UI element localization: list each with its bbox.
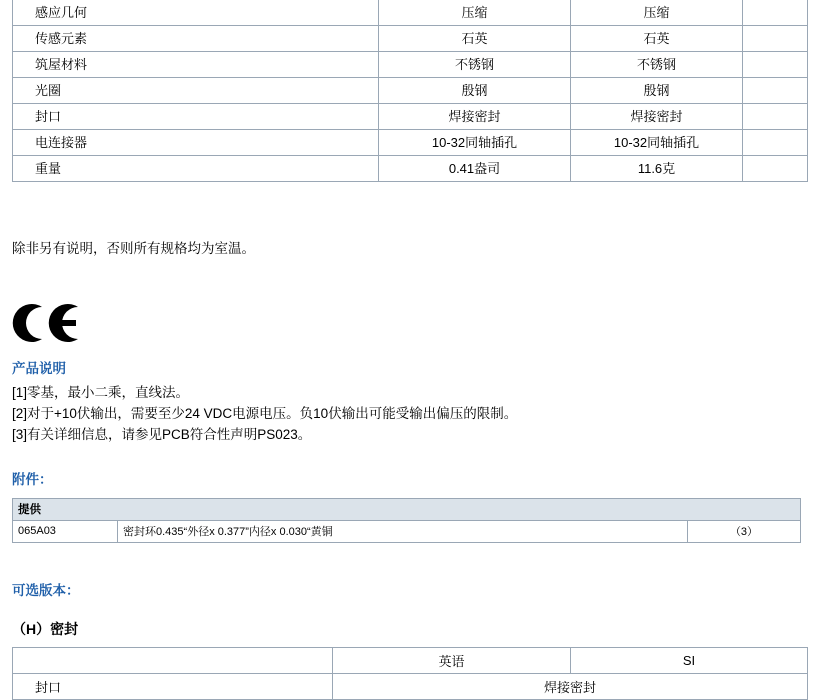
accessories-table-wrapper — [12, 498, 800, 543]
ce-mark-icon — [12, 303, 82, 343]
spec-si: 殷钢 — [571, 78, 743, 104]
spec-english: 石英 — [379, 26, 571, 52]
optional-versions-heading: 可选版本： — [12, 582, 80, 598]
spec-english: 0.41盎司 — [379, 156, 571, 182]
footnote-item: [3]有关详细信息，请参见PCB符合性声明PS023。 — [12, 426, 312, 442]
spec-si: 不锈钢 — [571, 52, 743, 78]
spec-extra — [743, 26, 808, 52]
spec-label: 光圈 — [13, 78, 379, 104]
spec-label: 封口 — [13, 104, 379, 130]
spec-extra — [743, 156, 808, 182]
spec-label: 感应几何 — [13, 0, 379, 26]
optional-col-blank — [13, 647, 333, 673]
spec-english: 压缩 — [379, 0, 571, 26]
accessories-supplied-header: 提供 — [13, 498, 801, 520]
spec-si: 压缩 — [571, 0, 743, 26]
spec-label: 传感元素 — [13, 26, 379, 52]
accessory-code: 065A03 — [13, 520, 118, 542]
product-notes-heading: 产品说明 — [12, 361, 66, 376]
spec-english: 焊接密封 — [379, 104, 571, 130]
optional-version-subheading: （H）密封 — [12, 620, 79, 637]
table-header-row — [13, 498, 801, 520]
product-notes-list — [12, 383, 820, 446]
table-row — [13, 673, 808, 699]
spec-si: 10-32同轴插孔 — [571, 130, 743, 156]
table-row — [13, 0, 808, 26]
specification-table — [12, 0, 808, 182]
table-row — [13, 26, 808, 52]
spec-english: 10-32同轴插孔 — [379, 130, 571, 156]
spec-si: 石英 — [571, 26, 743, 52]
table-row — [13, 130, 808, 156]
optional-col-si: SI — [571, 647, 808, 673]
table-row — [13, 78, 808, 104]
spec-extra — [743, 52, 808, 78]
optional-row-value: 焊接密封 — [333, 673, 808, 699]
spec-label: 筑屋材料 — [13, 52, 379, 78]
table-row — [13, 104, 808, 130]
accessory-description: 密封环0.435“外径x 0.377”内径x 0.030“黄铜 — [118, 520, 688, 542]
room-temperature-note: 除非另有说明，否则所有规格均为室温。 — [12, 241, 255, 256]
table-row — [13, 156, 808, 182]
table-header-row — [13, 647, 808, 673]
footnote-item: [2]对于+10伏输出，需要至少24 VDC电源电压。负10伏输出可能受输出偏压的限制。 — [12, 405, 518, 421]
optional-version-table — [12, 647, 808, 700]
spec-extra — [743, 104, 808, 130]
table-row — [13, 52, 808, 78]
spec-extra — [743, 130, 808, 156]
spec-extra — [743, 0, 808, 26]
spec-extra — [743, 78, 808, 104]
optional-col-english: 英语 — [333, 647, 571, 673]
spec-english: 殷钢 — [379, 78, 571, 104]
spec-label: 重量 — [13, 156, 379, 182]
accessories-table — [12, 498, 801, 543]
table-row — [13, 520, 801, 542]
footnote-item: [1]零基，最小二乘，直线法。 — [12, 385, 190, 400]
optional-row-label: 封口 — [13, 673, 333, 699]
spec-english: 不锈钢 — [379, 52, 571, 78]
accessory-quantity: （3） — [688, 520, 801, 542]
spec-label: 电连接器 — [13, 130, 379, 156]
accessories-heading: 附件： — [12, 471, 53, 487]
spec-si: 焊接密封 — [571, 104, 743, 130]
spec-si: 11.6克 — [571, 156, 743, 182]
